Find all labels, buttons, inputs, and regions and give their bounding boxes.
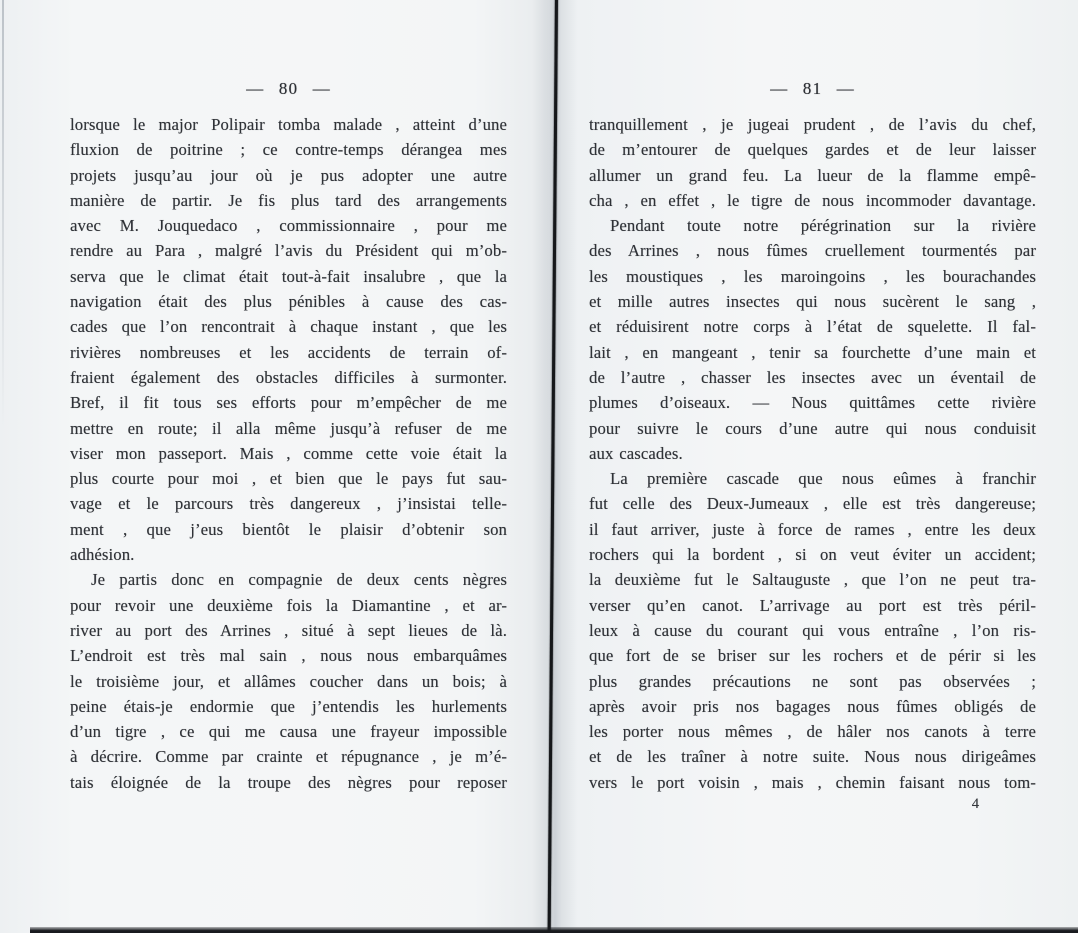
text-line: que fort de se briser sur les rochers et de périr si les	[589, 646, 1036, 666]
text-line: viser mon passeport. Mais , comme cette voie était la	[70, 443, 507, 463]
text-line: tais éloignée de la troupe des nègres pour reposer	[70, 772, 507, 792]
text-line: allumer un grand feu. La lueur de la flamme empê-	[589, 165, 1036, 185]
text-line: avec M. Jouquedaco , commissionnaire , pour me	[70, 216, 507, 236]
text-line: leux à cause du courant qui vous entraîne , l’on ris-	[589, 620, 1036, 640]
text-line: rochers qui la bordent , si on veut éviter un accident;	[589, 545, 1036, 565]
text-line: fluxion de poitrine ; ce contre-temps dérangea mes	[70, 140, 507, 160]
text-line: ment , que j’eus bientôt le plaisir d’obtenir son	[70, 519, 507, 539]
text-line: manière de partir. Je fis plus tard des arrangements	[70, 190, 507, 210]
scan-left-edge	[2, 0, 4, 430]
text-line: Bref, il fit tous ses efforts pour m’empêcher de me	[70, 393, 507, 413]
text-line: les moustiques , les maroingoins , les bourachandes	[589, 266, 1036, 286]
text-line: et de les traîner à notre suite. Nous nous dirigeâmes	[589, 747, 1036, 767]
text-line: des Arrines , nous fûmes cruellement tourmentés par	[589, 241, 1036, 261]
text-line: les porter nous mêmes , de hâler nos canots à terre	[589, 722, 1036, 742]
text-line: cha , en effet , le tigre de nous incommoder davantage.	[589, 190, 1036, 210]
text-line: tranquillement , je jugeai prudent , de l’avis du chef,	[589, 115, 1036, 134]
text-line: lait , en mangeant , tenir sa fourchette d’une main et	[589, 342, 1036, 362]
text-line: Pendant toute notre pérégrination sur la rivière	[610, 216, 1036, 236]
text-line: de m’entourer de quelques gardes et de leur laisser	[589, 140, 1036, 160]
text-line: L’endroit est très mal sain , nous nous embarquâmes	[70, 646, 507, 666]
scan-bottom-edge	[30, 927, 1078, 933]
text-line: et réduisirent notre corps à l’état de squelette. Il fal-	[589, 317, 1036, 337]
text-line: vers le port voisin , mais , chemin faisant nous tom-	[589, 772, 1036, 792]
text-line: adhésion.	[70, 545, 135, 565]
page-number-left: — 80 —	[246, 79, 331, 98]
text-line: mettre en route; il alla même jusqu’à refuser de me	[70, 418, 507, 438]
text-line: il faut arriver, juste à force de rames , entre les deux	[589, 519, 1036, 539]
page-number-right: — 81 —	[770, 79, 855, 98]
text-line: vage et le parcours très dangereux , j’insistai telle-	[70, 494, 507, 514]
text-line: rendre au Para , malgré l’avis du Président qui m’ob-	[70, 241, 507, 261]
signature-mark: 4	[971, 796, 979, 812]
text-line: aux cascades.	[589, 443, 683, 463]
text-line: plumes d’oiseaux. — Nous quittâmes cette rivière	[589, 393, 1036, 413]
text-line: La première cascade que nous eûmes à franchir	[610, 469, 1036, 489]
text-line: serva que le climat était tout-à-fait insalubre , que la	[70, 266, 507, 286]
text-line: la deuxième fut le Saltauguste , que l’on ne peut tra-	[589, 570, 1036, 590]
text-line: rivières nombreuses et les accidents de terrain of-	[70, 342, 507, 362]
text-line: plus courte pour moi , et bien que le pays fut sau-	[70, 469, 507, 489]
text-line: après avoir pris nos bagages nous fûmes obligés de	[589, 696, 1036, 716]
text-line: river au port des Arrines , situé à sept lieues de là.	[70, 620, 507, 640]
text-line: à décrire. Comme par crainte et répugnance , je m’é-	[70, 747, 507, 767]
text-line: et mille autres insectes qui nous sucèrent le sang ,	[589, 292, 1036, 312]
page-text-right	[589, 112, 1036, 795]
text-line: fut celle des Deux-Jumeaux , elle est très dangereuse;	[589, 494, 1036, 514]
text-line: cades que l’on rencontrait à chaque instant , que les	[70, 317, 507, 337]
text-line: fraient également des obstacles difficiles à surmonter.	[70, 367, 507, 387]
text-line: verser qu’en canot. L’arrivage au port est très péril-	[589, 595, 1036, 615]
text-line: plus grandes précautions ne sont pas observées ;	[589, 671, 1036, 691]
text-line: le troisième jour, et allâmes coucher dans un bois; à	[70, 671, 507, 691]
page-text-left	[70, 112, 507, 795]
text-line: pour suivre le cours d’une autre qui nous conduisit	[589, 418, 1036, 438]
text-line: projets jusqu’au jour où je pus adopter une autre	[70, 165, 507, 185]
text-line: de l’autre , chasser les insectes avec un éventail de	[589, 367, 1036, 387]
text-line: lorsque le major Polipair tomba malade , atteint d’une	[70, 115, 507, 134]
text-line: pour revoir une deuxième fois la Diamantine , et ar-	[70, 595, 507, 615]
text-line: navigation était des plus pénibles à cause des cas-	[70, 292, 507, 312]
text-line: Je partis donc en compagnie de deux cents nègres	[91, 570, 507, 590]
text-line: d’un tigre , ce qui me causa une frayeur impossible	[70, 722, 507, 742]
text-line: peine étais-je endormie que j’entendis les hurlements	[70, 696, 507, 716]
